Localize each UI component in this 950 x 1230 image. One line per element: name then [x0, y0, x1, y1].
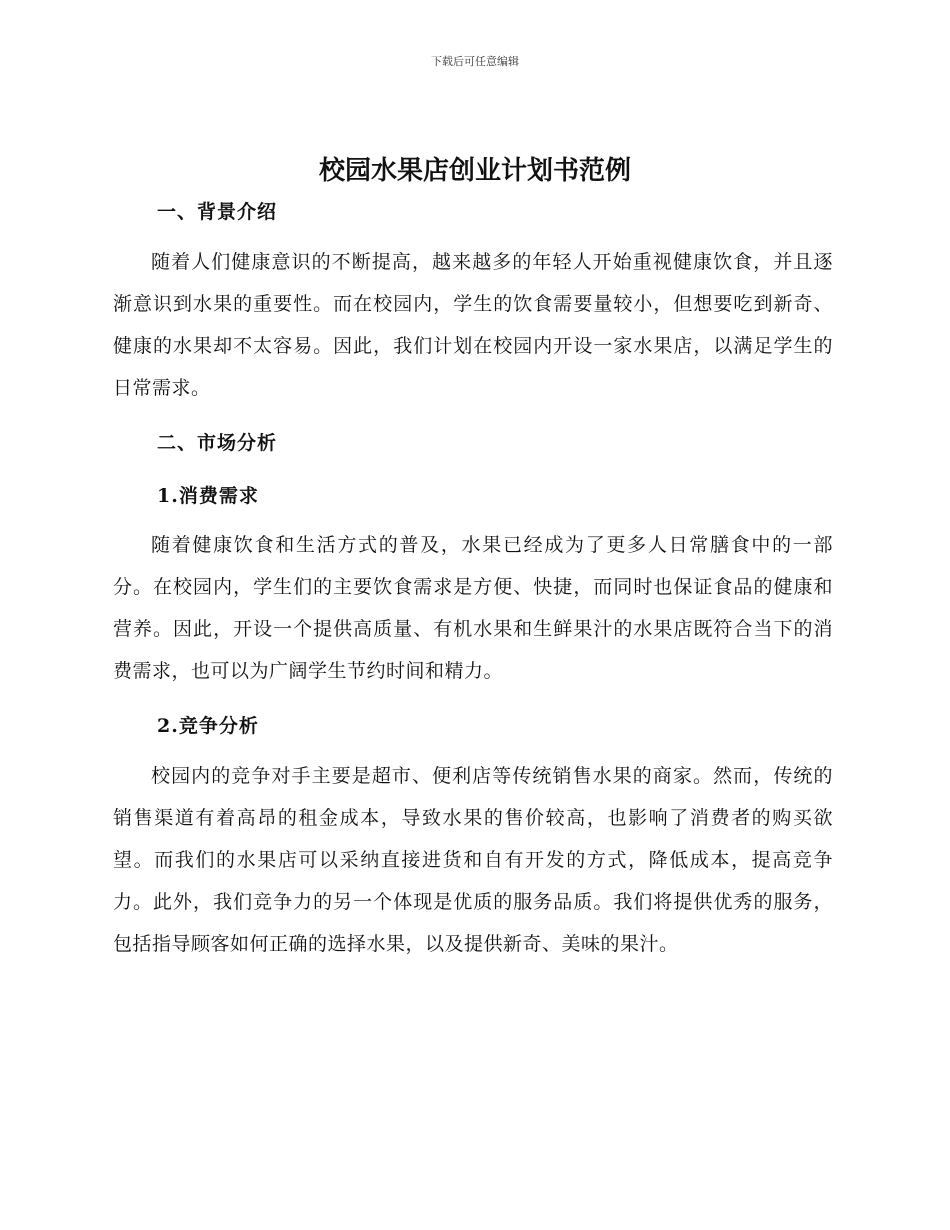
section-heading-market-analysis: 二、市场分析 [157, 432, 278, 454]
section-heading-background: 一、背景介绍 [157, 201, 278, 223]
page-header-note: 下载后可任意编辑 [431, 55, 519, 68]
subsection-heading-consumer-demand: 1.消费需求 [157, 485, 259, 507]
paragraph-consumer-demand: 随着健康饮食和生活方式的普及，水果已经成为了更多人日常膳食中的一部分。在校园内，学生们的主要饮食需求是方便、快捷，而同时也保证食品的健康和营养。因此，开设一个提供高质量、有机水果和生鲜果汁的水果店既符合当下的消费需求，也可以为广阔学生节约时间和精力。 [113, 534, 833, 682]
subsection-heading-competition-analysis: 2.竞争分析 [157, 715, 259, 737]
document-title: 校园水果店创业计划书范例 [318, 156, 631, 186]
paragraph-background: 随着人们健康意识的不断提高，越来越多的年轻人开始重视健康饮食，并且逐渐意识到水果的重要性。而在校园内，学生的饮食需要量较小，但想要吃到新奇、健康的水果却不太容易。因此，我们计划在校园内开设一家水果店，以满足学生的日常需求。 [113, 251, 833, 399]
paragraph-competition-analysis: 校园内的竞争对手主要是超市、便利店等传统销售水果的商家。然而，传统的销售渠道有着高昂的租金成本，导致水果的售价较高，也影响了消费者的购买欲望。而我们的水果店可以采纳直接进货和自有开发的方式，降低成本，提高竞争力。此外，我们竞争力的另一个体现是优质的服务品质。我们将提供优秀的服务，包括指导顾客如何正确的选择水果，以及提供新奇、美味的果汁。 [113, 765, 833, 955]
